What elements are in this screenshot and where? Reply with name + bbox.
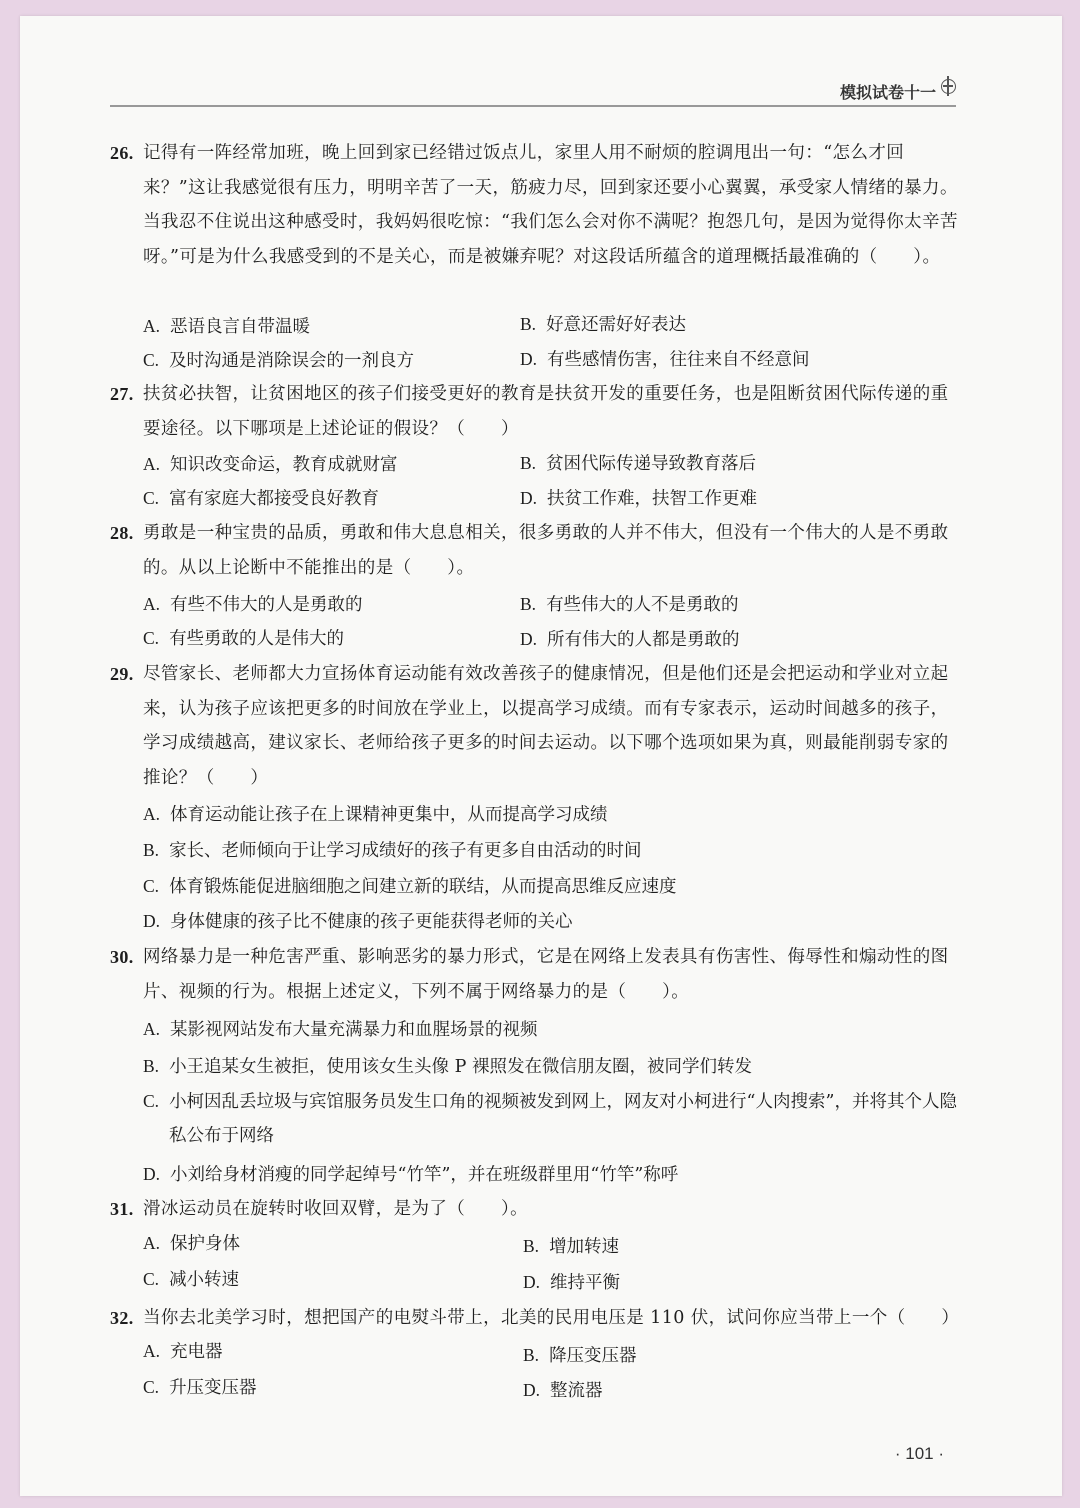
option-c [143, 1370, 257, 1405]
option-text: 有些勇敢的人是伟大的 [169, 629, 345, 649]
option-b [143, 833, 642, 868]
option-label: D. [520, 488, 538, 508]
question-28 [110, 516, 960, 585]
option-label: C. [143, 628, 160, 648]
option-text: 体育运动能让孩子在上课精神更集中，从而提高学习成绩 [170, 805, 608, 825]
option-text: 知识改变命运，教育成就财富 [170, 455, 398, 475]
question-text: 滑冰运动员在旋转时收回双臂，是为了（ ）。 [143, 1199, 529, 1219]
question-26 [110, 136, 960, 274]
option-d [520, 342, 810, 377]
option-a [143, 797, 608, 832]
option-text: 有些不伟大的人是勇敢的 [170, 595, 363, 615]
question-text: 当你去北美学习时，想把国产的电熨斗带上，北美的民用电压是 110 伏，试问你应当带上一个（ ） [143, 1308, 960, 1328]
option-label: C. [143, 876, 160, 896]
option-c [143, 869, 677, 904]
question-number: 30. [110, 947, 134, 967]
option-label: D. [523, 1380, 541, 1400]
option-a [143, 1226, 240, 1261]
option-label: B. [520, 594, 537, 614]
question-number: 31. [110, 1199, 134, 1219]
option-text: 小刘给身材消瘦的同学起绰号“竹竿”，并在班级群里用“竹竿”称呼 [170, 1165, 679, 1185]
option-text: 有些感情伤害，往往来自不经意间 [547, 350, 810, 370]
option-text: 富有家庭大都接受良好教育 [169, 489, 380, 509]
question-text: 网络暴力是一种危害严重、影响恶劣的暴力形式，它是在网络上发表具有伤害性、侮辱性和煽动性的图片、视频的行为。根据上述定义，下列不属于网络暴力的是（ ）。 [143, 947, 949, 1002]
option-c [143, 1084, 969, 1153]
option-a [143, 587, 363, 622]
option-label: D. [523, 1272, 541, 1292]
option-label: B. [143, 840, 160, 860]
option-text: 有些伟大的人不是勇敢的 [546, 595, 739, 615]
option-text: 扶贫工作难，扶智工作更难 [547, 489, 758, 509]
question-number: 29. [110, 664, 134, 684]
option-label: B. [520, 314, 537, 334]
option-text: 及时沟通是消除误会的一剂良方 [169, 351, 415, 371]
option-text: 保护身体 [170, 1234, 241, 1254]
question-number: 28. [110, 523, 134, 543]
question-32 [110, 1301, 960, 1336]
question-number: 27. [110, 384, 134, 404]
question-number: 26. [110, 143, 134, 163]
option-text: 好意还需好好表达 [546, 315, 687, 335]
option-d [143, 1157, 678, 1192]
option-b [520, 446, 756, 481]
option-text: 贫困代际传递导致教育落后 [546, 454, 757, 474]
option-text: 降压变压器 [549, 1346, 637, 1366]
option-label: C. [143, 1269, 160, 1289]
option-d [520, 481, 757, 516]
option-label: D. [520, 629, 538, 649]
option-a [143, 447, 398, 482]
option-label: D. [143, 911, 161, 931]
option-a [143, 309, 310, 344]
option-text: 小王追某女生被拒，使用该女生头像 P 裸照发在微信朋友圈，被同学们转发 [169, 1057, 752, 1077]
question-number: 32. [110, 1308, 134, 1328]
option-text: 身体健康的孩子比不健康的孩子更能获得老师的关心 [170, 912, 573, 932]
option-label: B. [520, 453, 537, 473]
option-label: A. [143, 1233, 161, 1253]
option-c [143, 343, 414, 378]
option-text: 体育锻炼能促进脑细胞之间建立新的联结，从而提高思维反应速度 [169, 877, 677, 897]
option-label: D. [143, 1164, 161, 1184]
crosshair-mark-icon [941, 79, 956, 94]
option-d [523, 1265, 620, 1300]
option-label: B. [523, 1345, 540, 1365]
option-label: C. [143, 1377, 160, 1397]
question-30 [110, 940, 960, 1009]
option-b [520, 307, 686, 342]
option-text: 小柯因乱丢垃圾与宾馆服务员发生口角的视频被发到网上，网友对小柯进行“人肉搜索”，并将其个人隐私公布于网络 [169, 1092, 957, 1146]
question-text: 勇敢是一种宝贵的品质，勇敢和伟大息息相关，很多勇敢的人并不伟大，但没有一个伟大的人是不勇敢的。从以上论断中不能推出的是（ ）。 [143, 523, 949, 578]
option-label: A. [143, 594, 161, 614]
option-b [523, 1229, 619, 1264]
option-label: A. [143, 454, 161, 474]
option-d [143, 904, 573, 939]
option-a [143, 1012, 538, 1047]
question-27 [110, 377, 960, 446]
option-text: 某影视网站发布大量充满暴力和血腥场景的视频 [170, 1020, 538, 1040]
option-text: 充电器 [170, 1342, 223, 1362]
header-divider [110, 105, 956, 107]
option-label: B. [143, 1056, 160, 1076]
question-text: 扶贫必扶智，让贫困地区的孩子们接受更好的教育是扶贫开发的重要任务，也是阻断贫困代际传递的重要途径。以下哪项是上述论证的假设？（ ） [143, 384, 949, 439]
option-label: C. [143, 488, 160, 508]
option-text: 减小转速 [169, 1270, 240, 1290]
question-29 [110, 657, 960, 795]
option-text: 所有伟大的人都是勇敢的 [547, 630, 740, 650]
option-label: A. [143, 1341, 161, 1361]
option-d [523, 1373, 603, 1408]
option-c [143, 621, 344, 656]
option-label: A. [143, 804, 161, 824]
option-text: 增加转速 [549, 1237, 620, 1257]
question-text: 尽管家长、老师都大力宣扬体育运动能有效改善孩子的健康情况，但是他们还是会把运动和学业对立起来，认为孩子应该把更多的时间放在学业上，以提高学习成绩。而有专家表示，运动时间越多的孩子，学习成绩越高，建议家长、老师给孩子更多的时间去运动。以下哪个选项如果为真，则最能削弱专家的推论？（ ） [143, 664, 949, 788]
option-text: 维持平衡 [550, 1273, 621, 1293]
option-label: C. [143, 350, 160, 370]
option-d [520, 622, 740, 657]
option-label: B. [523, 1236, 540, 1256]
exam-page [20, 16, 1062, 1496]
option-text: 恶语良言自带温暖 [170, 317, 311, 337]
option-label: A. [143, 316, 161, 336]
question-31 [110, 1192, 960, 1227]
option-b [143, 1049, 752, 1084]
page-header [20, 16, 1062, 116]
option-label: D. [520, 349, 538, 369]
option-a [143, 1334, 223, 1369]
page-number: · 101 · [894, 1444, 944, 1463]
option-b [520, 587, 739, 622]
option-text: 整流器 [550, 1381, 603, 1401]
question-text: 记得有一阵经常加班，晚上回到家已经错过饭点儿，家里人用不耐烦的腔调甩出一句：“怎么才回来？”这让我感觉很有压力，明明辛苦了一天，筋疲力尽，回到家还要小心翼翼，承受家人情绪的暴力。当我忍不住说出这种感受时，我妈妈很吃惊：“我们怎么会对你不满呢？抱怨几句，是因为觉得你太辛苦呀。”可是为什么我感受到的不是关心，而是被嫌弃呢？对这段话所蕴含的道理概括最准确的（ ）。 [143, 143, 958, 267]
option-text: 家长、老师倾向于让学习成绩好的孩子有更多自由活动的时间 [169, 841, 642, 861]
header-title: 模拟试卷十一 [839, 83, 936, 102]
option-c [143, 481, 379, 516]
option-c [143, 1262, 239, 1297]
option-label: A. [143, 1019, 161, 1039]
option-label: C. [143, 1091, 160, 1111]
option-b [523, 1338, 637, 1373]
option-text: 升压变压器 [169, 1378, 257, 1398]
